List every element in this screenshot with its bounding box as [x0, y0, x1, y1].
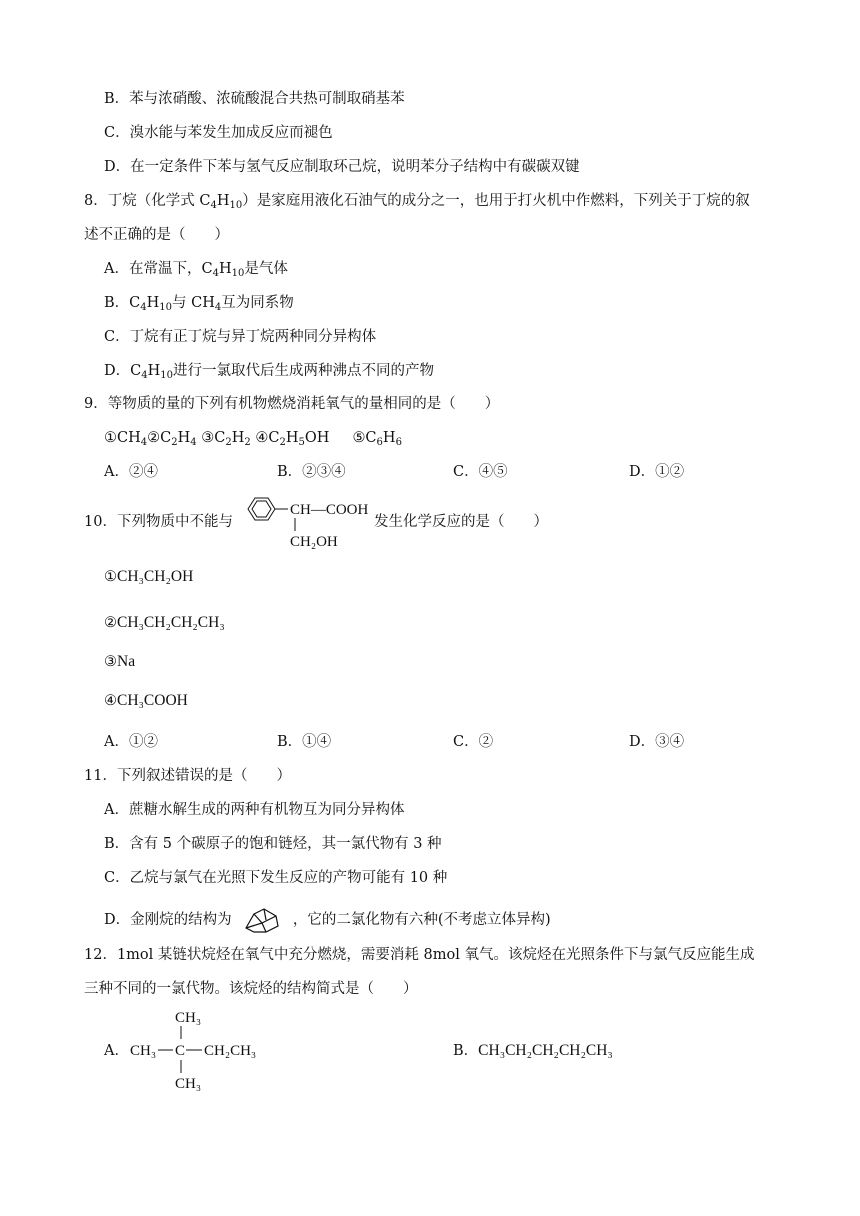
q8-stem-line2: 述不正确的是（ ）: [84, 227, 229, 243]
q10-option-d: D．③④: [629, 734, 685, 750]
q11-option-a: A．蔗糖水解生成的两种有机物互为同分异构体: [104, 802, 405, 818]
q8-option-d: D．$C_4H_{10}$进行一氯取代后生成两种沸点不同的产物: [104, 363, 434, 381]
q10-stem-suffix: 发生化学反应的是（ ）: [374, 514, 548, 530]
q7-option-d: D．在一定条件下苯与氢气反应制取环己烷，说明苯分子结构中有碳碳双键: [104, 159, 580, 175]
q9-option-b: B．②③④: [277, 464, 346, 480]
q10-item-2: ②CH₃CH₂CH₂CH₃: [104, 614, 225, 631]
q10-item-1: ①CH₃CH₂OH: [104, 568, 194, 585]
q11-option-d: D．金刚烷的结构为 ，它的二氯化物有六种(不考虑立体异构): [104, 906, 551, 934]
q12-stem-line1: 12．1mol 某链状烷烃在氧气中充分燃烧，需要消耗 8mol 氧气。该烷烃在光照条件下与氯气反应能生成: [84, 947, 755, 963]
adamantane-structure-icon: [242, 906, 282, 934]
struct-top-label: CH—COOH: [290, 502, 369, 518]
q7-option-c: C．溴水能与苯发生加成反应而褪色: [104, 125, 333, 141]
q10-item-3: ③Na: [104, 653, 136, 670]
q9-option-c: C．④⑤: [453, 464, 508, 480]
q9-option-a: A．②④: [104, 464, 158, 480]
q10-option-a: A．①②: [104, 734, 158, 750]
q10-option-c: C．②: [453, 734, 494, 750]
q8-option-a: A．在常温下，$C_4H_{10}$是气体: [104, 261, 288, 279]
struct-right-ch2ch3: CH₂CH₃: [204, 1043, 257, 1059]
q10-option-b: B．①④: [277, 734, 332, 750]
struct-left-ch3: CH₃: [130, 1043, 157, 1059]
struct-bottom-ch3: CH₃: [175, 1076, 202, 1091]
q8-option-b: B．$C_4H_{10}$与 $CH_4$互为同系物: [104, 295, 294, 313]
q8-option-c: C．丁烷有正丁烷与异丁烷两种同分异构体: [104, 329, 377, 345]
q11-option-b: B．含有 5 个碳原子的饱和链烃，其一氯代物有 3 种: [104, 836, 442, 852]
q12-option-a-structure: [128, 1005, 268, 1091]
q11-stem: 11．下列叙述错误的是（ ）: [84, 768, 291, 784]
q9-compound-list: $①CH_4②C_2H_4$ $③C_2H_2$ $④C_2H_5OH$ $⑤C_6H_6$: [104, 430, 402, 448]
q10-item-4: ④CH₃COOH: [104, 692, 188, 709]
q12-option-a-label: A．: [104, 1043, 129, 1059]
benzene-ring-icon: [248, 498, 275, 520]
struct-center-c: C: [175, 1043, 186, 1059]
struct-top-ch3: CH₃: [175, 1010, 202, 1026]
q12-stem-line2: 三种不同的一氯代物。该烷烃的结构简式是（ ）: [84, 981, 418, 997]
q9-stem: 9．等物质的量的下列有机物燃烧消耗氧气的量相同的是（ ）: [84, 396, 500, 412]
q10-structure-diagram: [240, 490, 372, 552]
q9-option-d: D．①②: [629, 464, 685, 480]
q12-option-b: B．CH₃CH₂CH₂CH₂CH₃: [453, 1042, 613, 1059]
q11-option-c: C．乙烷与氯气在光照下发生反应的产物可能有 10 种: [104, 870, 448, 886]
q8-stem-line1: 8．丁烷（化学式 $C_4H_{10}$）是家庭用液化石油气的成分之一，也用于打火机中作燃料，下列关于丁烷的叙: [84, 193, 750, 211]
q10-stem-prefix: 10．下列物质中不能与: [84, 514, 233, 530]
struct-bottom-label: CH₂OH: [290, 534, 338, 550]
q7-option-b: B．苯与浓硝酸、浓硫酸混合共热可制取硝基苯: [104, 91, 405, 107]
